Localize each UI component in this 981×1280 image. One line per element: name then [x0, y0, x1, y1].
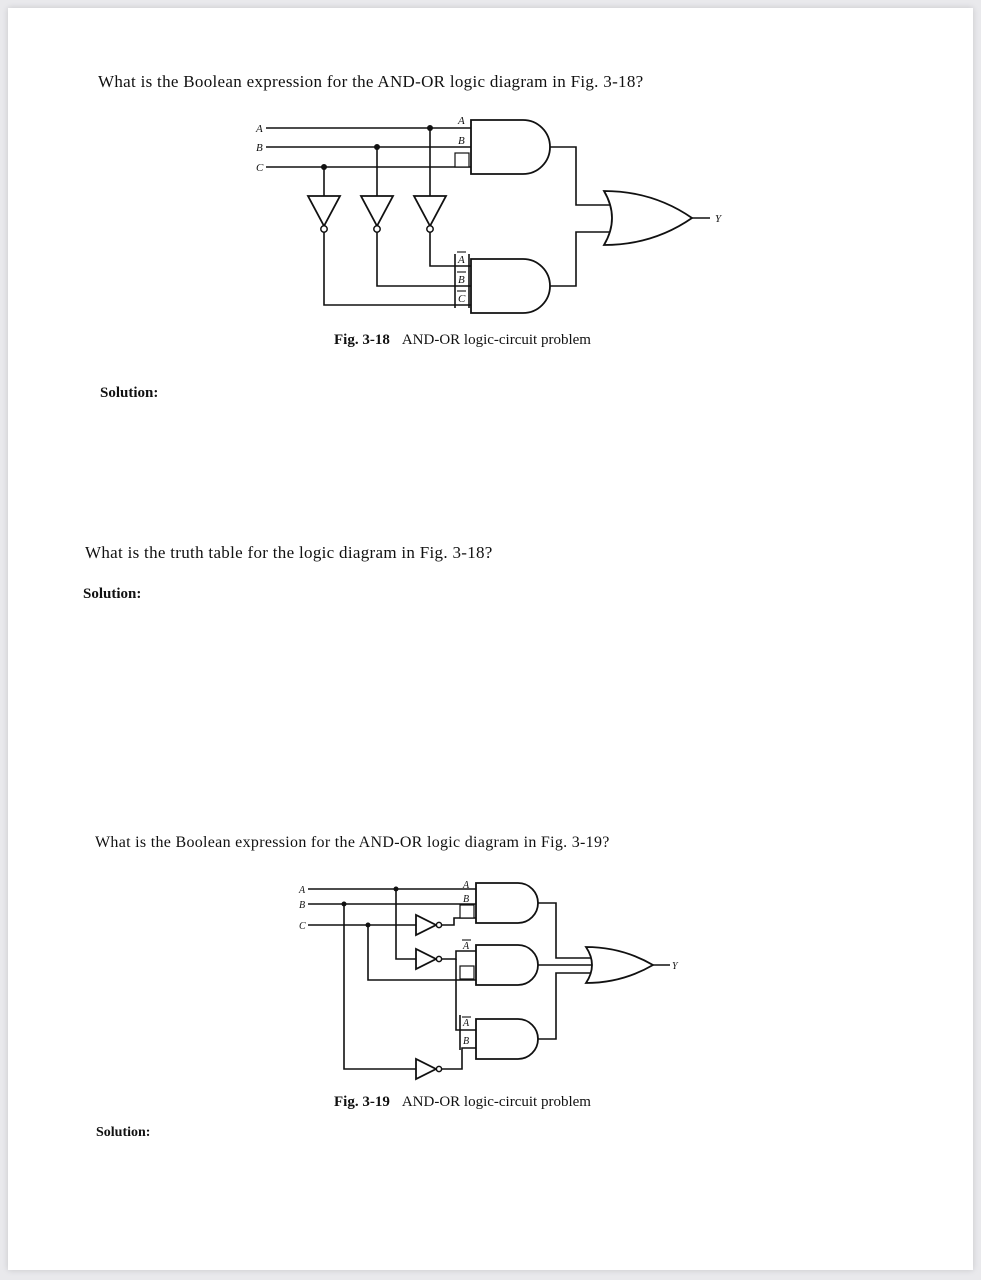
fig-3-18-caption-text: AND-OR logic-circuit problem — [401, 332, 591, 348]
fig318-input-c: C — [256, 162, 264, 174]
fig319-input-a: A — [299, 885, 306, 896]
solution-3-label: Solution: — [96, 1125, 151, 1140]
question-1: What is the Boolean expression for the AND-OR logic diagram in Fig. 3-18? — [98, 72, 644, 91]
fig318-input-a: A — [256, 123, 263, 135]
inverter-a — [416, 949, 436, 969]
fig319-g3-b: B — [463, 1036, 470, 1047]
fig319-output-y: Y — [672, 961, 678, 972]
fig-3-19-caption — [334, 1094, 591, 1111]
or-gate — [586, 947, 653, 983]
solution-1-label: Solution: — [100, 385, 159, 401]
question-2: What is the truth table for the logic diagram in Fig. 3-18? — [85, 543, 493, 562]
fig319-g2-a: A — [463, 941, 470, 952]
fig318-g2-a: A — [458, 254, 465, 266]
fig318-output-y: Y — [715, 213, 722, 225]
fig319-input-c: C — [299, 921, 306, 932]
inverter-b — [416, 1059, 436, 1079]
fig319-g3-a: A — [463, 1018, 470, 1029]
fig-3-19-diagram — [8, 8, 973, 1108]
fig318-input-b: B — [256, 142, 263, 154]
fig-3-19-number: Fig. 3-19 — [334, 1094, 390, 1110]
question-3: What is the Boolean expression for the AND-OR logic diagram in Fig. 3-19? — [95, 834, 610, 851]
fig319-input-b: B — [299, 900, 306, 911]
solution-2-label: Solution: — [83, 586, 142, 602]
fig318-g1-b: B — [458, 135, 465, 147]
document-page — [8, 8, 973, 1270]
fig319-g1-a: A — [463, 880, 470, 891]
and-gate-2 — [476, 945, 538, 985]
inverter-c — [416, 915, 436, 935]
and-gate-1 — [476, 883, 538, 923]
and-gate-3 — [476, 1019, 538, 1059]
fig-3-19-caption-text: AND-OR logic-circuit problem — [401, 1094, 591, 1110]
fig-3-18-number: Fig. 3-18 — [334, 332, 390, 348]
fig319-g1-b: B — [463, 894, 470, 905]
fig318-g2-b: B — [458, 274, 465, 286]
fig318-g2-c: C — [458, 293, 466, 305]
fig318-g1-a: A — [458, 115, 465, 127]
